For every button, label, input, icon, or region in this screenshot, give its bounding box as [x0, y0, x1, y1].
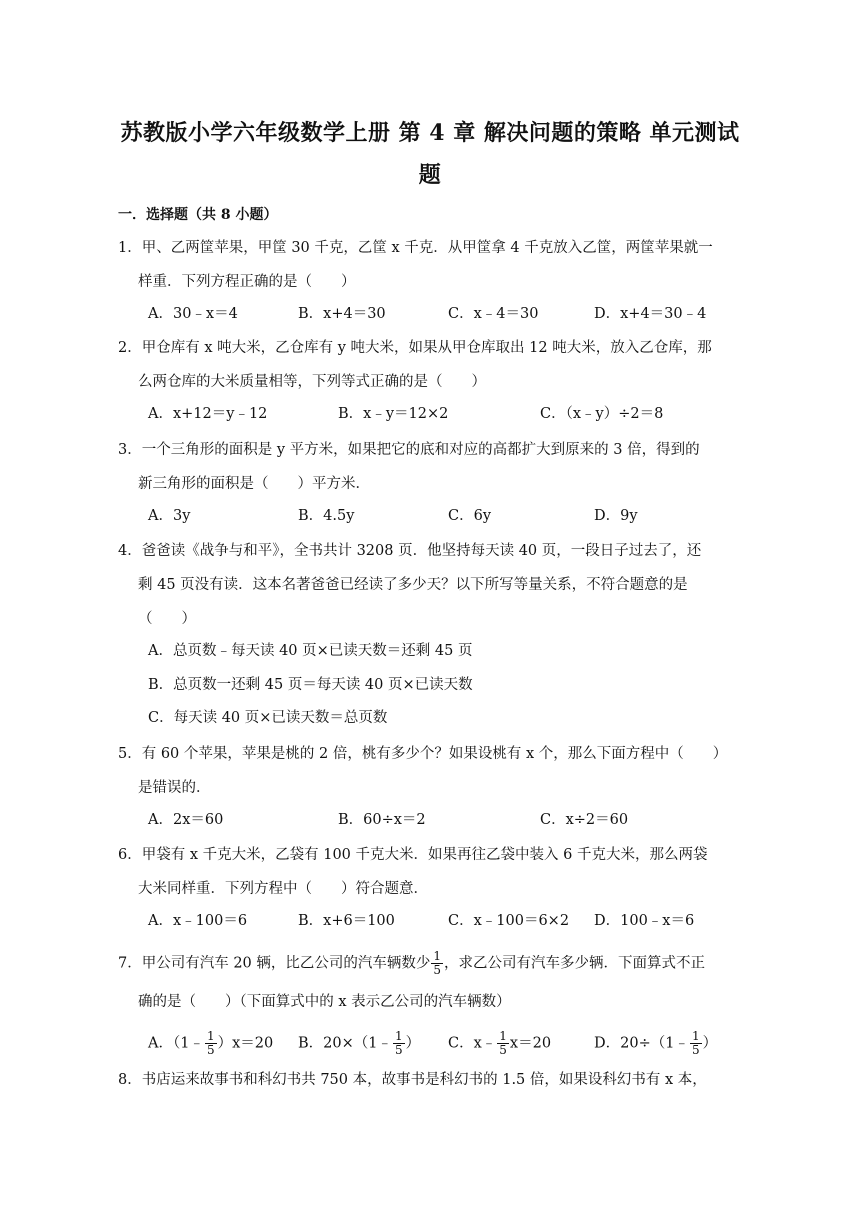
question-7-text-cont: 确的是（ ）（下面算式中的 x 表示乙公司的汽车辆数） — [138, 994, 511, 1010]
question-6-option-a[interactable]: A．x﹣100＝6 — [148, 913, 248, 929]
question-2-option-a[interactable]: A．x+12＝y﹣12 — [148, 406, 268, 422]
question-7-option-d[interactable]: D．20÷（1﹣ $\frac{1}{5}$ ） — [594, 1029, 718, 1057]
question-6-option-c[interactable]: C．x﹣100＝6×2 — [448, 913, 570, 929]
question-3-option-c[interactable]: C．6y — [448, 508, 492, 524]
question-2-option-c[interactable]: C．（x﹣y）÷2＝8 — [540, 406, 664, 422]
question-2-text: 2．甲仓库有 x 吨大米，乙仓库有 y 吨大米，如果从甲仓库取出 12 吨大米，放入乙仓库，那 — [118, 340, 712, 356]
question-6-option-d[interactable]: D．100﹣x＝6 — [594, 913, 695, 929]
fraction-one-fifth: $\frac{1}{5}$ — [206, 1029, 215, 1057]
question-3-text-cont: 新三角形的面积是（ ）平方米． — [138, 476, 370, 492]
fraction-one-fifth: $\frac{1}{5}$ — [394, 1029, 403, 1057]
question-3-text: 3．一个三角形的面积是 y 平方米，如果把它的底和对应的高都扩大到原来的 3 倍，得到的 — [118, 442, 700, 458]
question-5-option-c[interactable]: C．x÷2＝60 — [540, 812, 629, 828]
question-5-text: 5．有 60 个苹果，苹果是桃的 2 倍，桃有多少个？如果设桃有 x 个，那么下面方程中（ ） — [118, 746, 728, 762]
fraction-one-fifth: $\frac{1}{5}$ — [433, 949, 442, 977]
question-2-option-b[interactable]: B．x﹣y＝12×2 — [338, 406, 449, 422]
question-7-text — [118, 950, 705, 977]
question-3-option-d[interactable]: D．9y — [594, 508, 638, 524]
question-3-option-b[interactable]: B．4.5y — [298, 508, 355, 524]
question-7-text-part2: ，求乙公司有汽车多少辆．下面算式不正 — [444, 955, 706, 972]
question-7-text-part1: 7．甲公司有汽车 20 辆，比乙公司的汽车辆数少 — [118, 955, 431, 972]
question-7-option-a[interactable]: A．（1﹣ $\frac{1}{5}$ ）x＝20 — [148, 1029, 274, 1057]
question-1-text: 1．甲、乙两筐苹果，甲筐 30 千克，乙筐 x 千克．从甲筐拿 4 千克放入乙筐，两筐苹果就一 — [118, 240, 713, 256]
question-6-text: 6．甲袋有 x 千克大米，乙袋有 100 千克大米．如果再往乙袋中装入 6 千克大米，那么两袋 — [118, 847, 708, 863]
question-5-text-cont: 是错误的． — [138, 780, 211, 796]
question-6-option-b[interactable]: B．x+6＝100 — [298, 913, 395, 929]
question-1-option-c[interactable]: C．x﹣4＝30 — [448, 306, 539, 322]
question-1-option-b[interactable]: B．x+4＝30 — [298, 306, 386, 322]
question-3-option-a[interactable]: A．3y — [148, 508, 191, 524]
question-7-option-c[interactable]: C．x﹣ $\frac{1}{5}$ x＝20 — [448, 1029, 552, 1057]
question-4-text-cont: 剩 45 页没有读．这本名著爸爸已经读了多少天？以下所写等量关系，不符合题意的是 — [138, 577, 688, 593]
question-4-text: 4．爸爸读《战争与和平》，全书共计 3208 页．他坚持每天读 40 页，一段日子过去了，还 — [118, 543, 702, 559]
question-7-option-b[interactable]: B．20×（1﹣ $\frac{1}{5}$ ） — [298, 1029, 421, 1057]
document-title-continued: 题 — [418, 162, 442, 188]
document-title: 苏教版小学六年级数学上册 第 4 章 解决问题的策略 单元测试 — [120, 120, 740, 146]
fraction-one-fifth: $\frac{1}{5}$ — [499, 1029, 507, 1057]
section-heading: 一．选择题（共 8 小题） — [118, 207, 278, 223]
question-4-option-a[interactable]: A．总页数﹣每天读 40 页×已读天数＝还剩 45 页 — [148, 643, 473, 659]
fraction-one-fifth: $\frac{1}{5}$ — [691, 1029, 700, 1057]
question-4-text-cont2: （ ） — [138, 611, 196, 627]
question-1-text-cont: 样重．下列方程正确的是（ ） — [138, 274, 356, 290]
question-4-option-c[interactable]: C．每天读 40 页×已读天数＝总页数 — [148, 710, 388, 726]
question-4-option-b[interactable]: B．总页数一还剩 45 页＝每天读 40 页×已读天数 — [148, 677, 473, 693]
question-5-option-b[interactable]: B．60÷x＝2 — [338, 812, 426, 828]
question-1-option-d[interactable]: D．x+4＝30﹣4 — [594, 306, 707, 322]
question-6-text-cont: 大米同样重．下列方程中（ ）符合题意． — [138, 881, 428, 897]
question-1-option-a[interactable]: A．30﹣x＝4 — [148, 306, 238, 322]
question-5-option-a[interactable]: A．2x＝60 — [148, 812, 224, 828]
question-8-text: 8．书店运来故事书和科幻书共 750 本，故事书是科幻书的 1.5 倍，如果设科幻书有 x 本， — [118, 1072, 707, 1088]
question-2-text-cont: 么两仓库的大米质量相等，下列等式正确的是（ ） — [138, 374, 486, 390]
